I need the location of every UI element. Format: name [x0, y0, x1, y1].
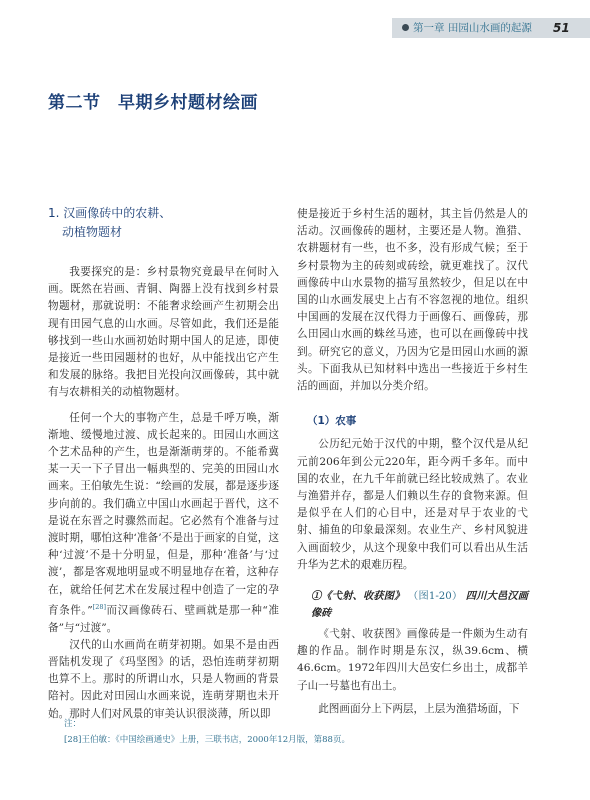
bullet-dot-icon — [402, 24, 409, 31]
paragraph: 我要探究的是：乡村景物究竟最早在何时入画。既然在岩画、青铜、陶器上没有找到乡村景物题材，那就说明：不能奢求绘画产生初期会出现有田园气息的山水画。尽管如此，我们还是能够找到一些山水画初始时期中国人的足迹，即使是接近一些田园题材的也好，从中能找出它产生和发展的脉络。我把目光投向汉画像砖，其中就有与农耕相关的动植物题材。 — [48, 266, 279, 399]
caption-location: 四川大邑汉画像砖 — [311, 590, 528, 620]
paragraph: 公历纪元始于汉代的中期，整个汉代是从纪元前206年到公元220年，距今两千多年。而中国的农业，在九千年前就已经比较成熟了。农业与渔猎并存，都是人们赖以生存的食物来源。但是似乎在人们的心目中，还是对早于农业的弋射、捕鱼的印象最深刻。农业生产、乡村风貌进入画面较少，从这个现象中我们可以看出从生活升华为艺术的艰难历程。 — [297, 438, 528, 571]
footnote-label: 注： — [64, 719, 82, 729]
page-number: 51 — [553, 21, 570, 35]
subheading-line-1: 1. 汉画像砖中的农耕、 — [48, 206, 172, 220]
paragraph-text: 而汉画像砖石、壁画就是那一种“准备”与“过渡”。 — [48, 604, 279, 634]
subheading — [48, 204, 279, 242]
figure-caption — [311, 588, 528, 622]
right-column — [297, 206, 528, 718]
footnote-reference[interactable]: [28] — [92, 602, 106, 611]
footnote-text: [28]王伯敏：《中国绘画通史》上册，三联书店，2000年12月版，第88页。 — [64, 735, 350, 745]
paragraph: 汉代的山水画尚在萌芽初期。如果不是由西晋陆机发现了《玛坚图》的话，恐怕连萌芽初期也算不上。那时的所谓山水，只是人物画的背景陪衬。因此对田园山水画来说，连萌芽期也未开始。那时人们对风景的审美认识很淡薄，所以即 — [48, 638, 279, 720]
paragraph: 《弋射、收获图》画像砖是一件颇为生动有趣的作品。制作时期是东汉，纵39.6cm、横46.6cm。1972年四川大邑安仁乡出土，成都羊子山一号墓也有出土。 — [297, 628, 528, 692]
subsection-heading: （1）农事 — [307, 415, 357, 428]
paragraph: 此图画面分上下两层，上层为渔猎场面，下 — [318, 702, 520, 715]
figure-reference-link[interactable]: （图1-20） — [408, 591, 463, 603]
section-title: 第二节 早期乡村题材绘画 — [48, 93, 258, 113]
left-column — [48, 204, 279, 723]
paragraph: 使是接近于乡村生活的题材，其主旨仍然是人的活动。汉画像砖的题材，主要还是人物。渔猎、农耕题材有一些，也不多，没有形成气候；至于乡村景物为主的砖刻或砖绘，就更难找了。汉代画像砖中山水景物的描写虽然较少，但足以在中国的山水画发展史上占有不容忽视的地位。组织中国画的发展在汉代得力于画像石、画像砖，那么田园山水画的蛛丝马迹，也可以在画像砖中找到。研究它的意义，乃因为它是田园山水画的源头。下面我从已知材料中选出一些接近于乡村生活的画面，并加以分类介绍。 — [297, 208, 528, 393]
paragraph-text: 任何一个大的事物产生，总是千呼万唤，渐渐地、缓慢地过渡、成长起来的。田园山水画这个艺术品种的产生，也是渐渐萌芽的。不能希冀某一天一下子冒出一幅典型的、完美的田园山水画来。王伯敏先生说：“绘画的发展，都是逐步逐步向前的。我们确立中国山水画起于晋代，这不是说在东晋之时骤然而起。它必然有个准备与过渡时期，哪怕这种‘准备’不是出于画家的自觉，这种‘过渡’不是十分明显，但是，那种‘准备’与‘过渡’，都是客观地明显或不明显地存在着，这种存在，就给任何艺术在发展过程中创造了一定的孕育条件。” — [48, 411, 279, 617]
subheading-line-2: 动植物题材 — [62, 225, 123, 239]
running-header-chapter: 第一章 田园山水画的起源 — [413, 22, 532, 34]
paragraph-with-citation — [48, 410, 279, 637]
caption-title: ①《弋射、收获图》 — [311, 590, 405, 603]
